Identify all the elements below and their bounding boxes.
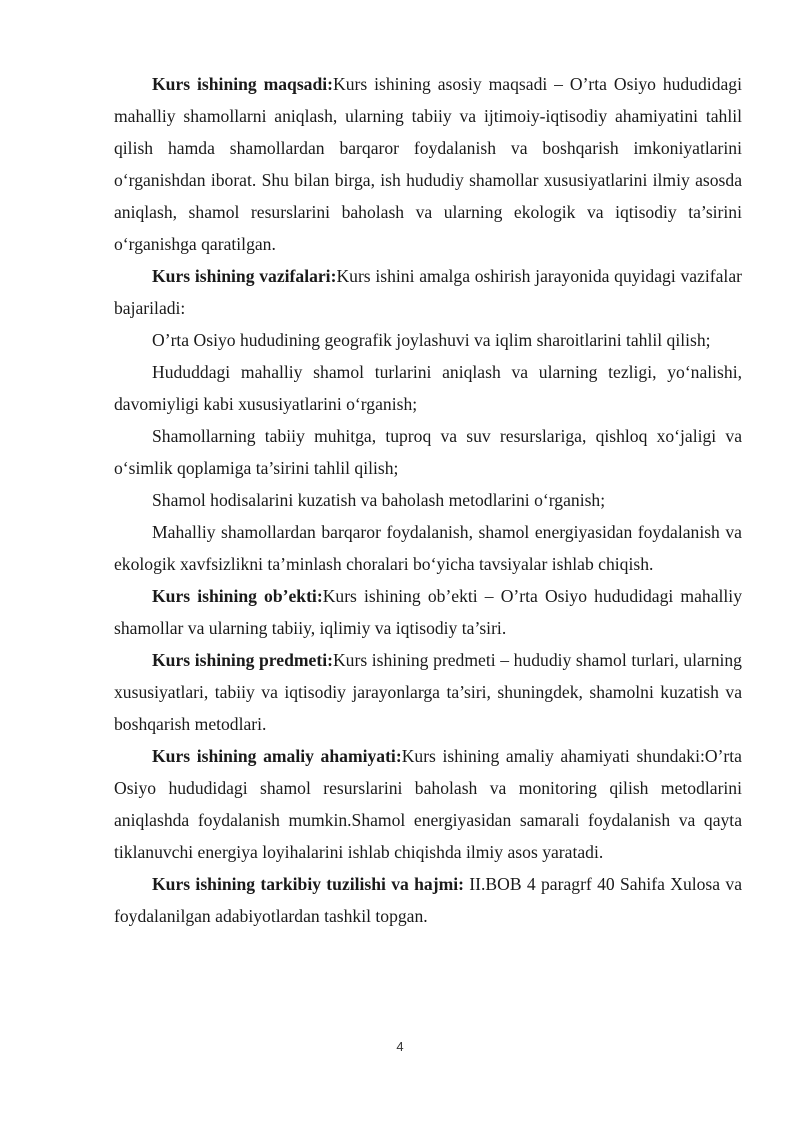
task-item — [114, 484, 742, 516]
paragraph-subject — [114, 644, 742, 740]
paragraph-structure — [114, 868, 742, 932]
paragraph-text: Shamollarning tabiiy muhitga, tuproq va suv resurslariga, qishloq xo‘jaligi va o‘simlik qoplamiga ta’sirini tahlil qilish; — [114, 426, 742, 478]
task-item — [114, 324, 742, 356]
paragraph-practical-significance — [114, 740, 742, 868]
paragraph-tasks — [114, 260, 742, 324]
paragraph-label: Kurs ishining predmeti: — [152, 650, 333, 670]
page-number: 4 — [396, 1039, 404, 1054]
paragraph-text: II.BOB 4 paragrf 40 Sahifa Xulosa va foydalanilgan adabiyotlardan tashkil topgan. — [114, 874, 742, 926]
paragraph-label: Kurs ishining amaliy ahamiyati: — [152, 746, 402, 766]
paragraph-label: Kurs ishining ob’ekti: — [152, 586, 323, 606]
task-item — [114, 420, 742, 484]
paragraph-text: O’rta Osiyo hududining geografik joylashuvi va iqlim sharoitlarini tahlil qilish; — [152, 330, 711, 350]
paragraph-goal — [114, 68, 742, 260]
task-item — [114, 356, 742, 420]
paragraph-text: Kurs ishining asosiy maqsadi – O’rta Osiyo hududidagi mahalliy shamollarni aniqlash, ularning tabiiy va ijtimoiy-iqtisodiy ahamiyatini tahlil qilish hamda shamollardan barqaror foydalanish va boshqarish imkoniyatlarini o‘rganishdan iborat. Shu bilan birga, ish hududiy shamollar xususiyatlarini ilmiy asosda aniqlash, shamol resurslarini baholash va ularning ekologik va iqtisodiy ta’sirini o‘rganishga qaratilgan. — [114, 74, 742, 254]
paragraph-object — [114, 580, 742, 644]
paragraph-text: Kurs ishining ob’ekti – O’rta Osiyo hududidagi mahalliy shamollar va ularning tabiiy, iqlimiy va iqtisodiy ta’siri. — [114, 586, 742, 638]
paragraph-text: Mahalliy shamollardan barqaror foydalanish, shamol energiyasidan foydalanish va ekologik xavfsizlikni ta’minlash choralari bo‘yicha tavsiyalar ishlab chiqish. — [114, 522, 742, 574]
paragraph-label: Kurs ishining maqsadi: — [152, 74, 334, 94]
task-item — [114, 516, 742, 580]
paragraph-label: Kurs ishining vazifalari: — [152, 266, 337, 286]
paragraph-text: Kurs ishini amalga oshirish jarayonida quyidagi vazifalar bajariladi: — [114, 266, 742, 318]
paragraph-text: Shamol hodisalarini kuzatish va baholash metodlarini o‘rganish; — [152, 490, 606, 510]
paragraph-text: Kurs ishining predmeti – hududiy shamol turlari, ularning xususiyatlari, tabiiy va iqtisodiy jarayonlarga ta’siri, shuningdek, shamolni kuzatish va boshqarish metodlari. — [114, 650, 742, 734]
paragraph-label: Kurs ishining tarkibiy tuzilishi va hajmi: — [152, 874, 464, 894]
paragraph-text: Hududdagi mahalliy shamol turlarini aniqlash va ularning tezligi, yo‘nalishi, davomiyligi kabi xususiyatlarini o‘rganish; — [114, 362, 742, 414]
paragraph-text: Kurs ishining amaliy ahamiyati shundaki:O’rta Osiyo hududidagi shamol resurslarini baholash va monitoring qilish metodlarini aniqlashda foydalanish mumkin.Shamol energiyasidan samarali foydalanish va qayta tiklanuvchi energiya loyihalarini ishlab chiqishda ilmiy asos yaratadi. — [114, 746, 742, 862]
